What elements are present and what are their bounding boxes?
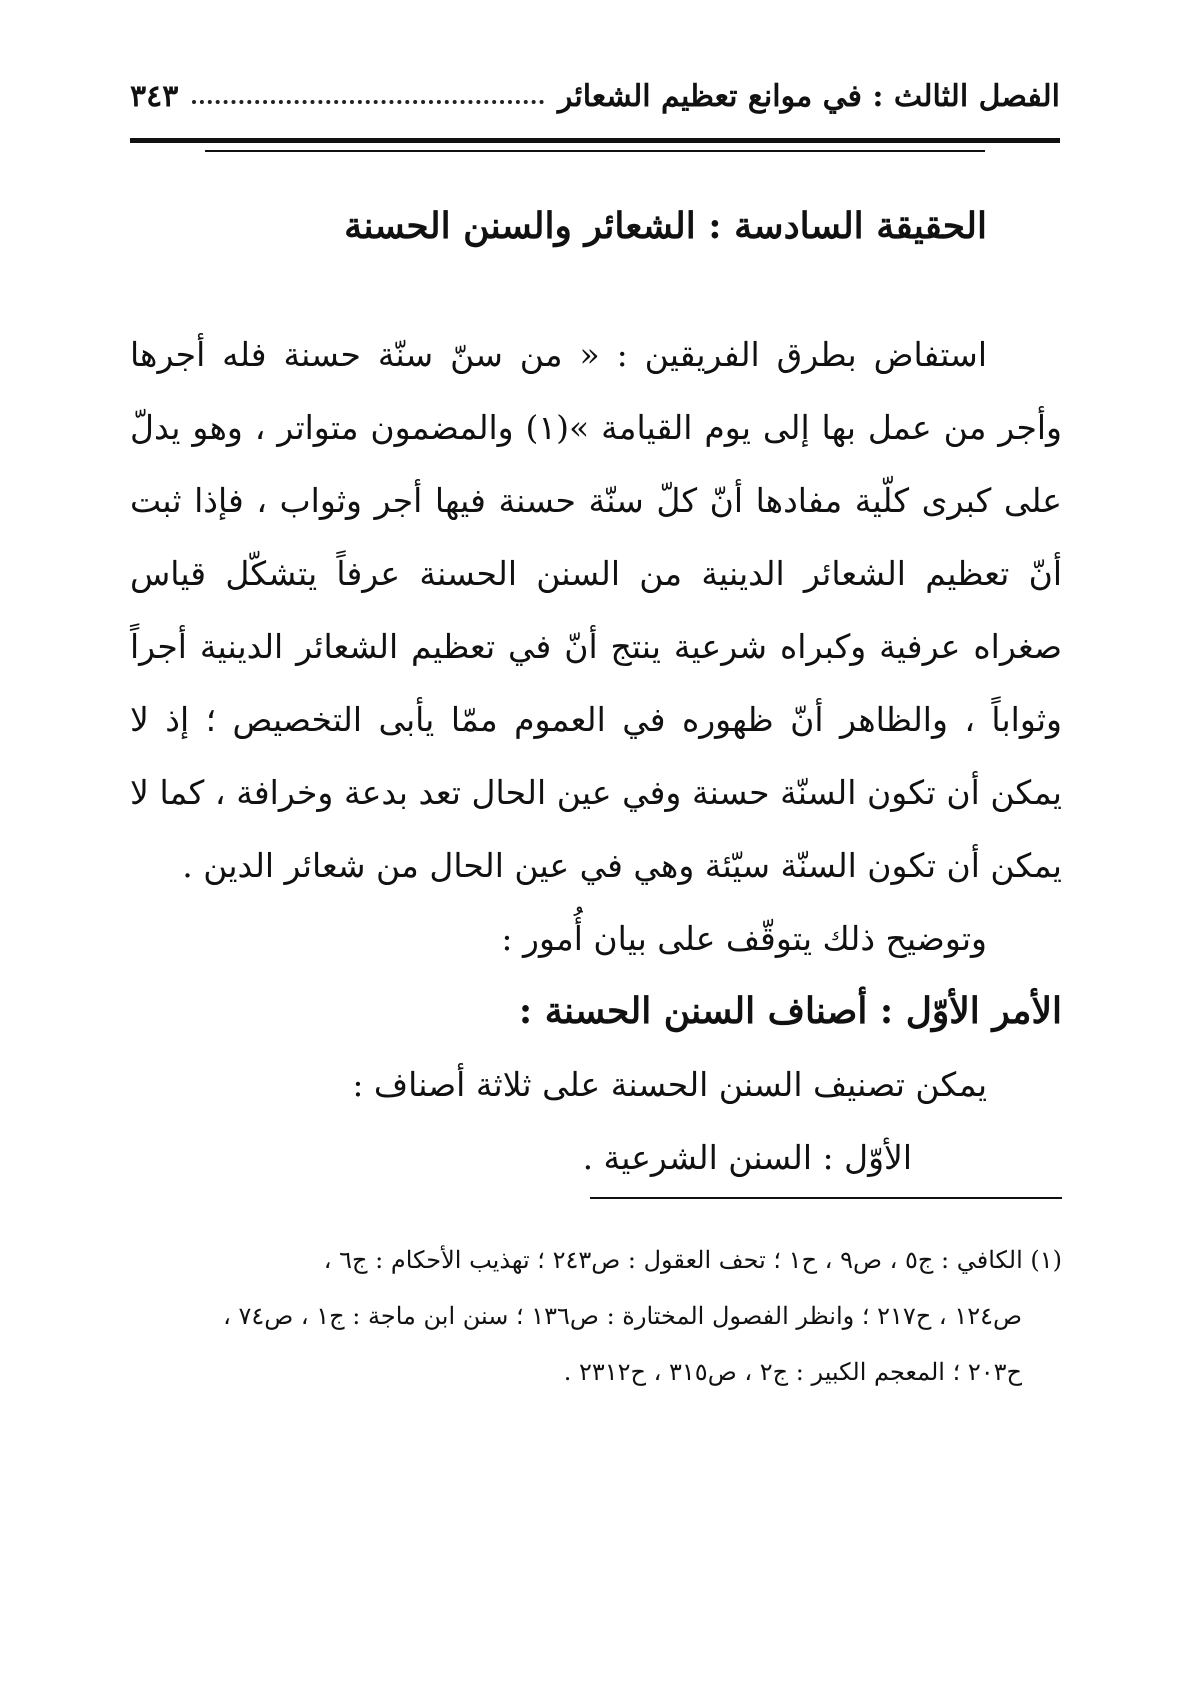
footnote-separator — [590, 1197, 1062, 1199]
list-item-1: الأوّل : السنن الشرعية . — [582, 1138, 912, 1177]
subsection-heading: الأمر الأوّل : أصناف السنن الحسنة : — [518, 990, 1062, 1032]
chapter-title: الفصل الثالث : في موانع تعظيم الشعائر — [557, 78, 1060, 114]
header-dot-leader — [192, 100, 543, 104]
section-title: الحقيقة السادسة : الشعائر والسنن الحسنة — [344, 205, 987, 247]
paragraph-1: استفاض بطرق الفريقين : « من سنّ سنّة حسنة فله أجرها وأجر من عمل بها إلى يوم القيامة »(١) والمضمون متواتر ، وهو يدلّ على كبرى كلّية مفادها أنّ كلّ سنّة حسنة فيها أجر وثواب ، فإذا ثبت أنّ تعظيم الشعائر الدينية من السنن الحسنة عرفاً يتشكّل قياس صغراه عرفية وكبراه شرعية ينتج أنّ في تعظيم الشعائر الدينية أجراً وثواباً ، والظاهر أنّ ظهوره في العموم ممّا يأبى التخصيص ؛ إذ لا يمكن أن تكون السنّة حسنة وفي عين الحال تعد بدعة وخرافة ، كما لا يمكن أن تكون السنّة سيّئة وهي في عين الحال من شعائر الدين . — [130, 335, 1062, 885]
footnote — [130, 1232, 1062, 1400]
footnote-line-2: ص١٢٤ ، ح٢١٧ ؛ وانظر الفصول المختارة : ص١٣٦ ؛ سنن ابن ماجة : ج١ ، ص٧٤ ، — [223, 1302, 1022, 1330]
footnote-line-1: (١) الكافي : ج٥ ، ص٩ ، ح١ ؛ تحف العقول : ص٢٤٣ ؛ تهذيب الأحكام : ج٦ ، — [323, 1246, 1062, 1274]
main-body-text — [130, 318, 1062, 1194]
paragraph-3: يمكن تصنيف السنن الحسنة على ثلاثة أصناف : — [352, 1065, 987, 1104]
paragraph-2: وتوضيح ذلك يتوقّف على بيان أُمور : — [501, 919, 987, 958]
header-rule-thin — [205, 150, 985, 152]
running-header — [130, 68, 1060, 124]
header-rule-thick — [130, 138, 1060, 143]
page-number: ٣٤٣ — [130, 78, 179, 114]
footnote-line-3: ح٢٠٣ ؛ المعجم الكبير : ج٢ ، ص٣١٥ ، ح٢٣١٢ . — [563, 1358, 1022, 1386]
